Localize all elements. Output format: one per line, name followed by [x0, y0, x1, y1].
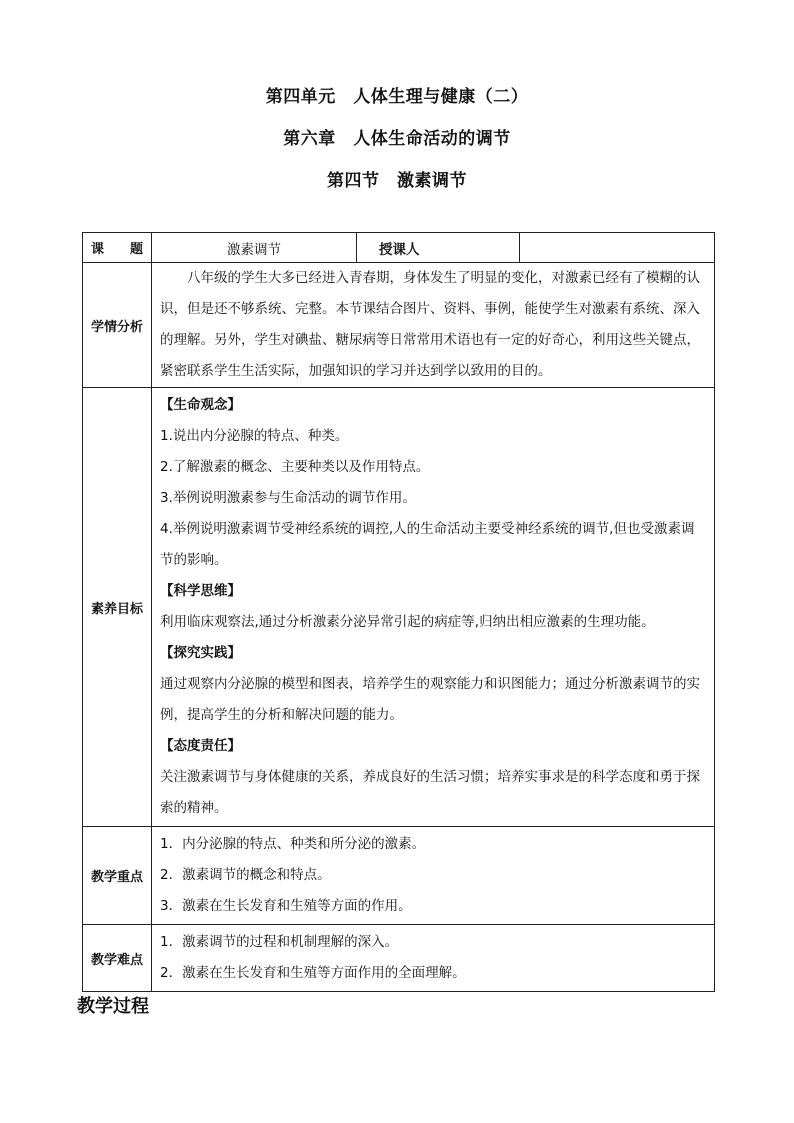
key-point-item: 1．内分泌腺的特点、种类和所分泌的激素。: [160, 836, 426, 852]
teacher-label: 授课人: [357, 233, 520, 263]
topic-row: [83, 233, 715, 263]
key-points-label: 教学重点: [83, 827, 152, 925]
chapter-title: 第六章 人体生命活动的调节: [283, 129, 511, 149]
attitude-responsibility-heading: 【态度责任】: [160, 738, 241, 754]
key-point-item: 2．激素调节的概念和特点。: [160, 867, 331, 883]
lesson-plan-table: [82, 232, 715, 992]
goals-row: [83, 388, 715, 827]
life-concept-item: 1.说出内分泌腺的特点、种类。: [160, 428, 349, 444]
difficult-points-row: [83, 925, 715, 992]
title-block: [0, 84, 794, 198]
difficult-points-content: [152, 925, 715, 992]
teaching-process-heading: 教学过程: [77, 996, 149, 1017]
inquiry-practice-heading: 【探究实践】: [160, 645, 241, 661]
scientific-thinking-heading: 【科学思维】: [160, 583, 241, 599]
analysis-label: 学情分析: [83, 263, 152, 388]
attitude-responsibility-text: 关注激素调节与身体健康的关系，养成良好的生活习惯；培养实事求是的科学态度和勇于探索的精神。: [160, 769, 700, 816]
section-title: 第四节 激素调节: [327, 171, 467, 191]
goals-label: 素养目标: [83, 388, 152, 827]
key-points-content: [152, 827, 715, 925]
unit-title: 第四单元 人体生理与健康（二）: [265, 87, 529, 107]
topic-label: 课 题: [83, 233, 152, 263]
inquiry-practice-text: 通过观察内分泌腺的模型和图表，培养学生的观察能力和识图能力；通过分析激素调节的实例，提高学生的分析和解决问题的能力。: [160, 676, 700, 723]
analysis-text: 八年级的学生大多已经进入青春期，身体发生了明显的变化，对激素已经有了模糊的认识，但是还不够系统、完整。本节课结合图片、资料、事例，能使学生对激素有系统、深入的理解。另外，学生对碘盐、糖尿病等日常常用术语也有一定的好奇心，利用这些关键点，紧密联系学生生活实际，加强知识的学习并达到学以致用的目的。: [152, 263, 715, 388]
goals-content: [152, 388, 715, 827]
scientific-thinking-text: 利用临床观察法,通过分析激素分泌异常引起的病症等,归纳出相应激素的生理功能。: [160, 614, 655, 630]
topic-value: 激素调节: [152, 233, 357, 263]
difficult-points-label: 教学难点: [83, 925, 152, 992]
difficult-point-item: 2．激素在生长发育和生殖等方面作用的全面理解。: [160, 965, 466, 981]
life-concept-heading: 【生命观念】: [160, 397, 241, 413]
teacher-value: [520, 233, 715, 263]
key-point-item: 3．激素在生长发育和生殖等方面的作用。: [160, 898, 412, 914]
difficult-point-item: 1．激素调节的过程和机制理解的深入。: [160, 934, 399, 950]
analysis-row: [83, 263, 715, 388]
life-concept-item: 4.举例说明激素调节受神经系统的调控,人的生命活动主要受神经系统的调节,但也受激素调节的影响。: [160, 521, 695, 568]
key-points-row: [83, 827, 715, 925]
life-concept-item: 2.了解激素的概念、主要种类以及作用特点。: [160, 459, 430, 475]
life-concept-item: 3.举例说明激素参与生命活动的调节作用。: [160, 490, 416, 506]
